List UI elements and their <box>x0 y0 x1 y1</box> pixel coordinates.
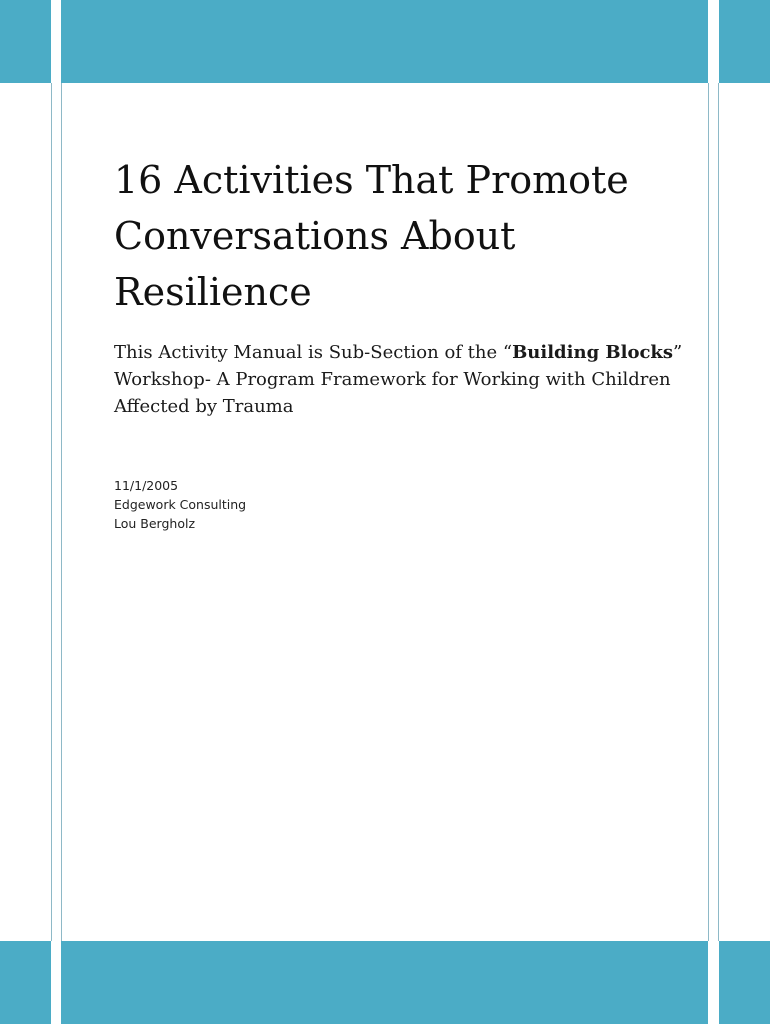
header-band-left <box>0 0 51 83</box>
header-band <box>61 0 708 83</box>
document-meta <box>114 476 246 533</box>
margin-rule-right-outer <box>718 83 719 941</box>
document-title: 16 Activities That Promote Conversations About Resilience <box>114 158 629 314</box>
document-subtitle <box>114 339 694 420</box>
document-date: 11/1/2005 <box>114 478 179 493</box>
footer-band-right <box>719 941 770 1024</box>
subtitle-prefix: This Activity Manual is Sub-Section of the “ <box>114 342 513 363</box>
subtitle-suffix: ” Workshop- A Program Framework for Working with Children Affected by Trauma <box>114 342 683 417</box>
header-band-right <box>719 0 770 83</box>
footer-band <box>61 941 708 1024</box>
margin-rule-right-inner <box>708 83 709 941</box>
margin-rule-left-inner <box>61 83 62 941</box>
subtitle-emphasis: Building Blocks <box>512 342 674 363</box>
company-name: Edgework Consulting <box>114 497 247 512</box>
footer-band-left <box>0 941 51 1024</box>
author-name: Lou Bergholz <box>114 516 196 531</box>
margin-rule-left-outer <box>51 83 52 941</box>
